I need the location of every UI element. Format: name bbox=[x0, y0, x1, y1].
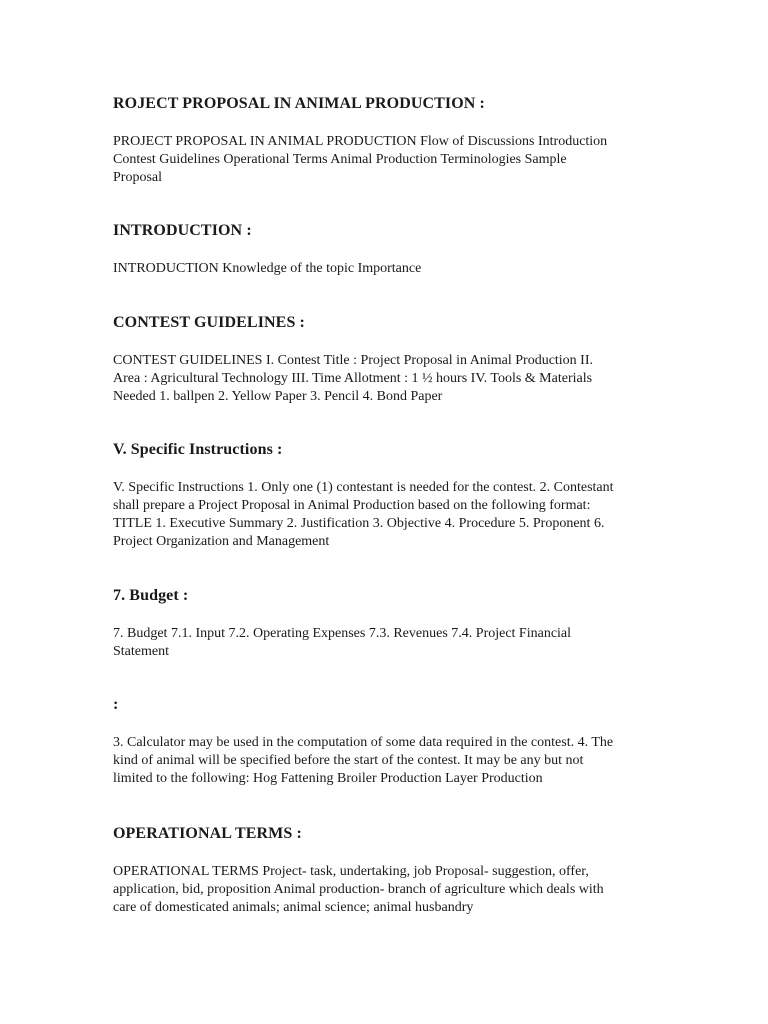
section-specific-instructions bbox=[113, 440, 653, 551]
section-body: 7. Budget 7.1. Input 7.2. Operating Expenses 7.3. Revenues 7.4. Project Financial Statement bbox=[113, 626, 572, 659]
section-project-proposal bbox=[113, 94, 653, 187]
section-body: V. Specific Instructions 1. Only one (1) contestant is needed for the contest. 2. Contestant shall prepare a Project Proposal in Animal Production based on the following format: TITLE 1. Executive Summary 2. Justification 3. Objective 4. Procedure 5. Proponent 6. Project Organization and Management bbox=[113, 480, 614, 549]
section-heading: V. Specific Instructions : bbox=[113, 441, 283, 458]
section-budget bbox=[113, 586, 653, 661]
section-operational-terms bbox=[113, 824, 653, 917]
section-calculator-note bbox=[113, 695, 653, 788]
section-body: CONTEST GUIDELINES I. Contest Title : Project Proposal in Animal Production II. Area : Agricultural Technology III. Time Allotment : 1 ½ hours IV. Tools & Materials Needed 1. ballpen 2. Yellow Paper 3. Pencil 4. Bond Paper bbox=[113, 353, 594, 404]
section-heading: INTRODUCTION : bbox=[113, 222, 252, 239]
section-body: PROJECT PROPOSAL IN ANIMAL PRODUCTION Flow of Discussions Introduction Contest Guidelines Operational Terms Animal Production Terminologies Sample Proposal bbox=[113, 134, 608, 185]
section-heading: : bbox=[113, 696, 119, 713]
section-contest-guidelines bbox=[113, 313, 653, 406]
section-body: OPERATIONAL TERMS Project- task, undertaking, job Proposal- suggestion, offer, application, bid, proposition Animal production- branch of agriculture which deals with care of domesticated animals; animal science; animal husbandry bbox=[113, 864, 604, 915]
section-heading: OPERATIONAL TERMS : bbox=[113, 825, 302, 842]
section-heading: CONTEST GUIDELINES : bbox=[113, 314, 305, 331]
section-heading: 7. Budget : bbox=[113, 587, 189, 604]
section-heading: ROJECT PROPOSAL IN ANIMAL PRODUCTION : bbox=[113, 95, 485, 112]
section-body: 3. Calculator may be used in the computation of some data required in the contest. 4. The kind of animal will be specified before the start of the contest. It may be any but not limited to the following: Hog Fattening Broiler Production Layer Production bbox=[113, 735, 614, 786]
section-body: INTRODUCTION Knowledge of the topic Importance bbox=[113, 261, 422, 276]
section-introduction bbox=[113, 221, 653, 278]
